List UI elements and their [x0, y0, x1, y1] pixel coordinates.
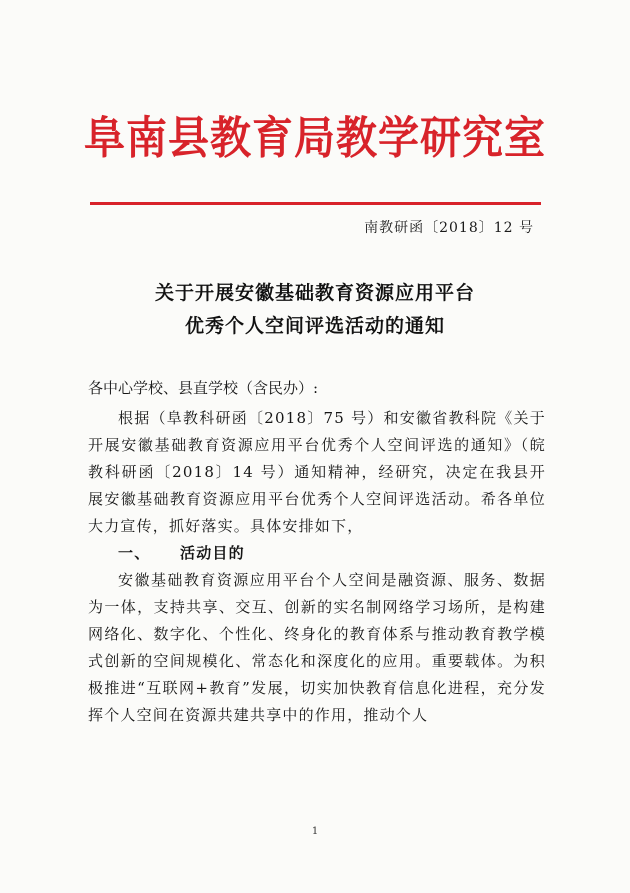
addressee-line: 各中心学校、县直学校（含民办）: — [88, 379, 319, 397]
page-number: 1 — [311, 826, 319, 837]
issuer-title: 阜南县教育局教学研究室 — [84, 112, 546, 164]
notice-title-line-2: 优秀个人空间评选活动的通知 — [184, 315, 445, 337]
red-separator-line — [90, 202, 541, 205]
section-number: 一、 — [118, 544, 151, 562]
body-text — [88, 405, 546, 729]
paragraph-intro: 根据（阜教科研函〔2018〕75 号）和安徽省教科院《关于开展安徽基础教育资源应用平台优秀个人空间评选的通知》（皖教科研函〔2018〕14 号）通知精神，经研究，决定在我县开展安徽基础教育资源应用平台优秀个人空间评选活动。希各单位大力宣传，抓好落实。具体安排如下， — [88, 409, 546, 535]
notice-title — [0, 277, 630, 343]
section-heading-1 — [88, 540, 546, 567]
paragraph-purpose: 安徽基础教育资源应用平台个人空间是融资源、服务、数据为一体，支持共享、交互、创新的实名制网络学习场所，是构建网络化、数字化、个性化、终身化的教育体系与推动教育教学模式创新的空间规模化、常态化和深度化的应用。重要载体。为积极推进“互联网+教育”发展，切实加快教育信息化进程，充分发挥个人空间在资源共建共享中的作用，推动个人 — [88, 571, 546, 724]
section-title: 活动目的 — [180, 544, 245, 562]
document-number: 南教研函〔2018〕12 号 — [364, 220, 534, 236]
notice-title-line-1: 关于开展安徽基础教育资源应用平台 — [154, 282, 475, 304]
